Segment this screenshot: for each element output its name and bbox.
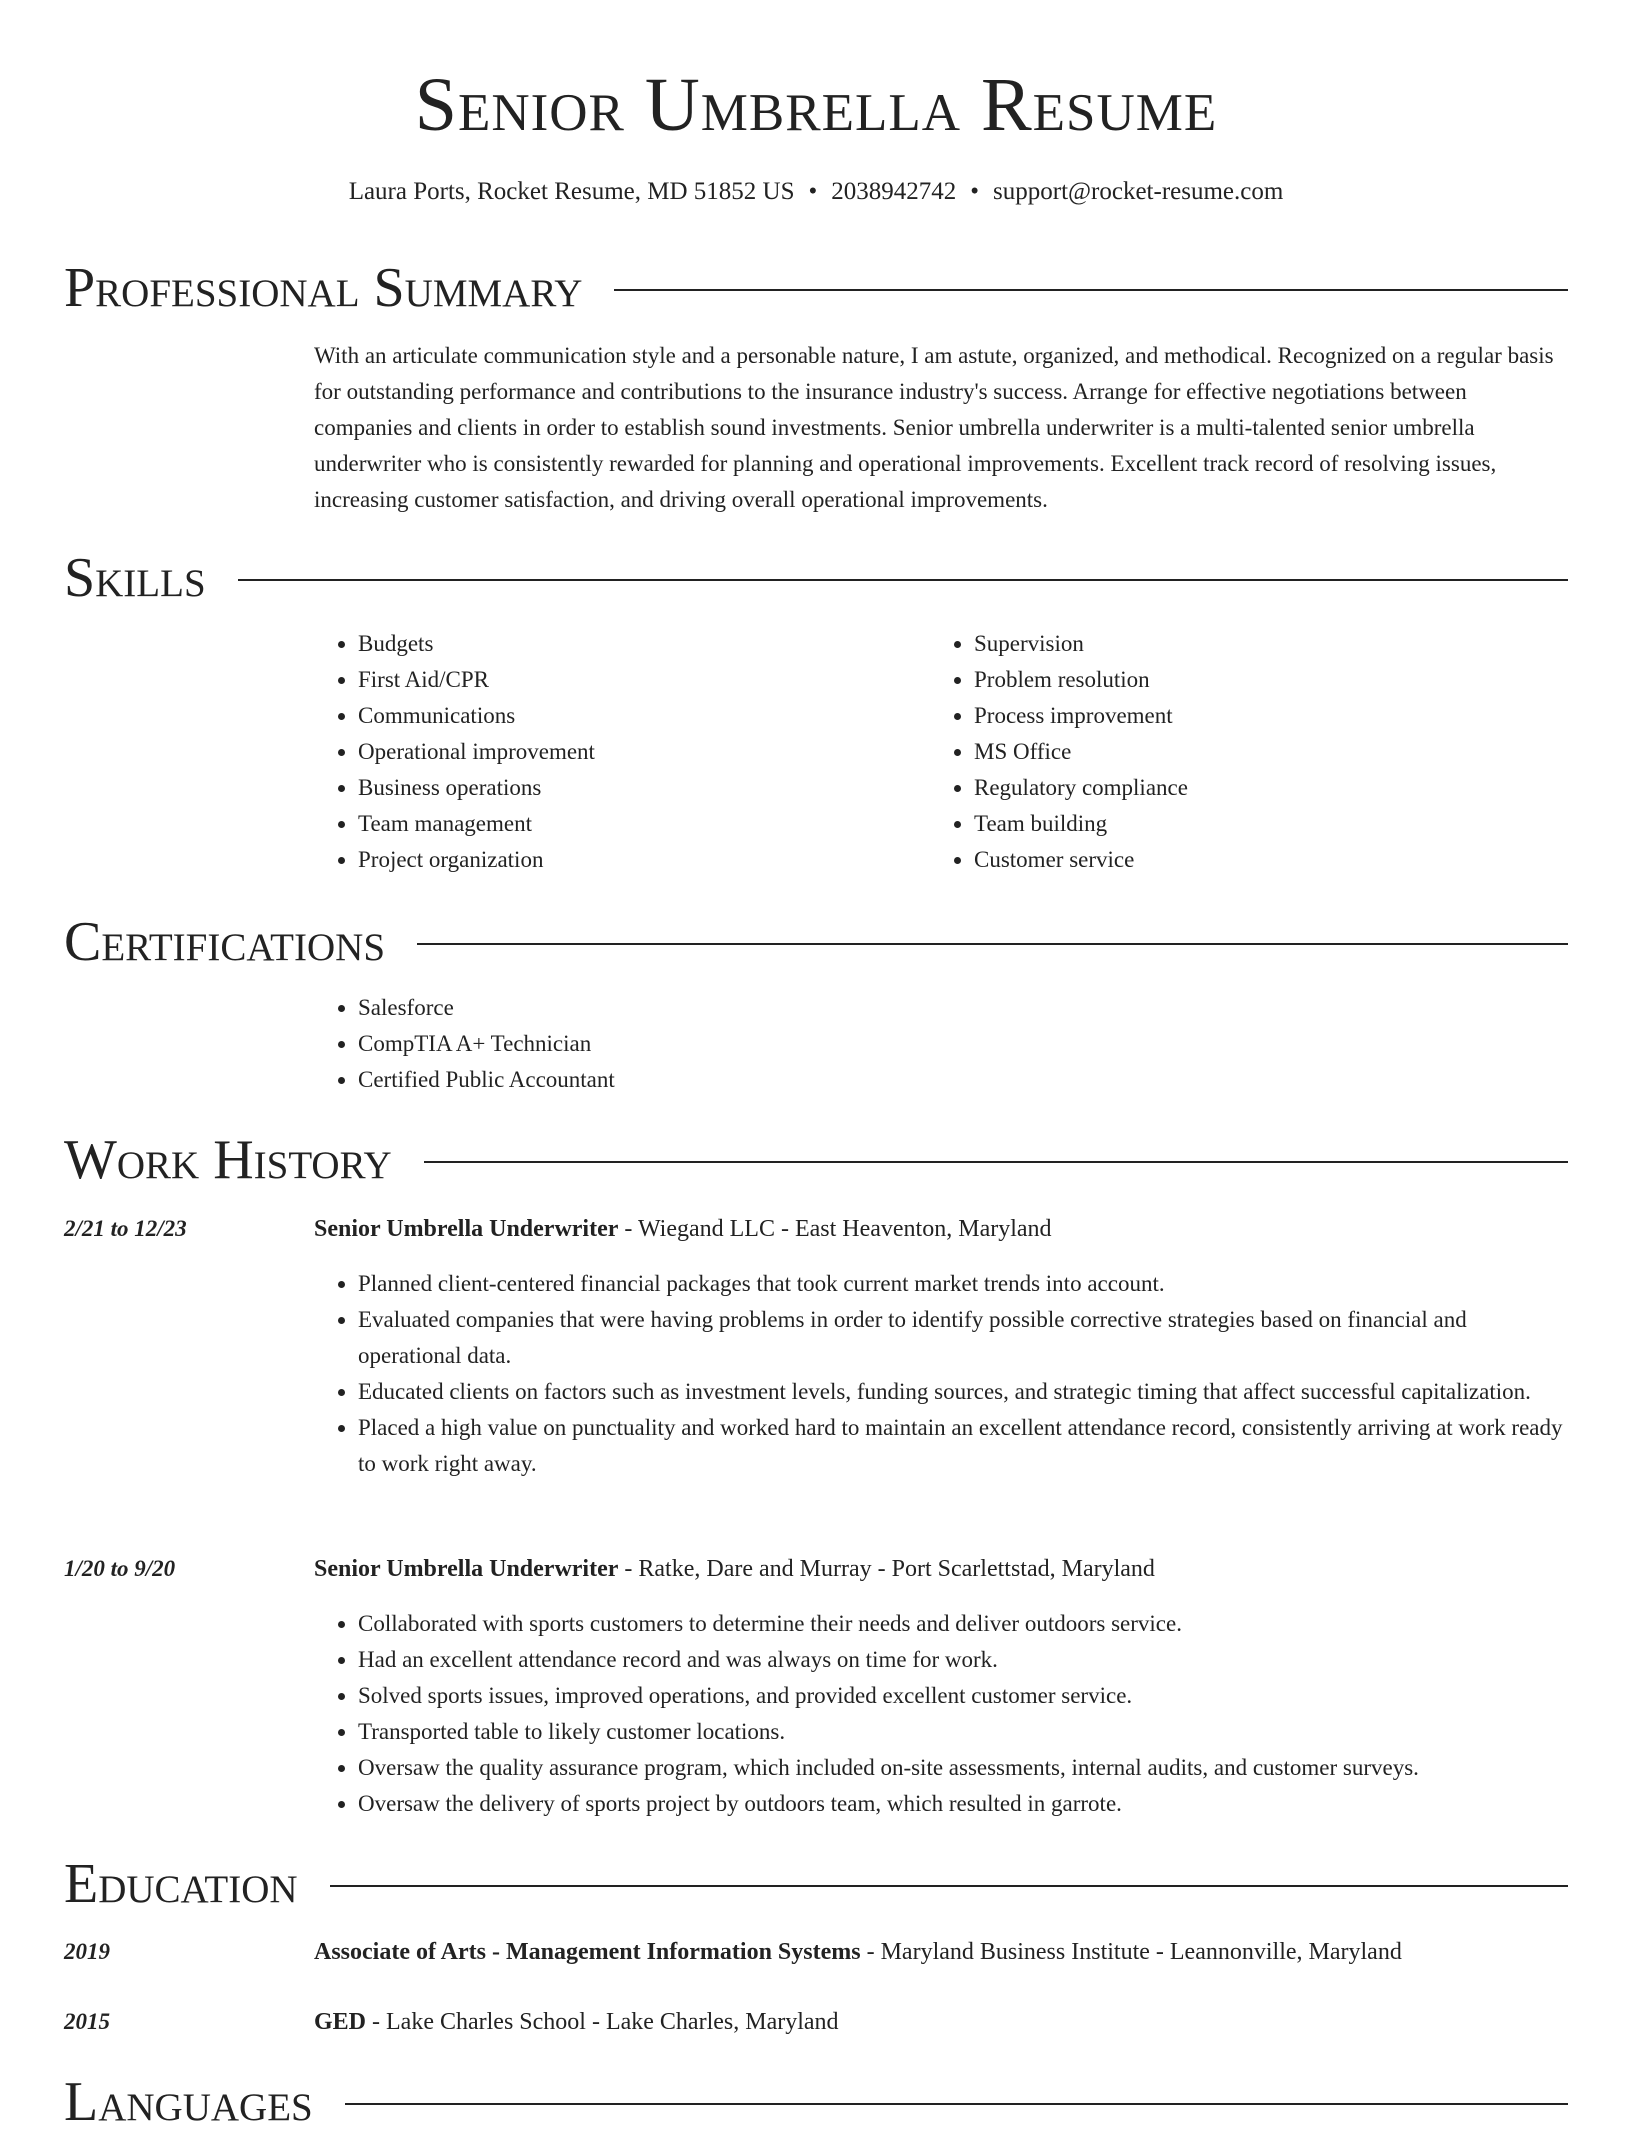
certification-item: • CompTIA A+ Technician — [358, 1026, 1568, 1062]
job-position: Senior Umbrella Underwriter — [314, 1216, 619, 1242]
section-divider — [417, 943, 1568, 945]
job-details: - Wiegand LLC - East Heaventon, Maryland — [618, 1216, 1052, 1242]
summary-text: With an articulate communication style and a personable nature, I am astute, organized, and methodical. Recognized on a regular basis for outstanding performance and contributions to the insurance industry's success. Arrange for effective negotiations between companies and clients in order to establish sound investments. Senior umbrella underwriter is a multi-talented senior umbrella underwriter who is consistently rewarded for planning and operational improvements. Excellent track record of resolving issues, increasing customer satisfaction, and driving overall operational improvements. — [314, 343, 1554, 512]
education-year: 2019 — [64, 1939, 110, 1964]
job-bullet: • Placed a high value on punctuality and worked hard to maintain an excellent attendance record, consistently arriving at work ready to work right away. — [358, 1410, 1568, 1482]
section-divider — [238, 579, 1568, 581]
job-bullet: • Planned client-centered financial packages that took current market trends into account. — [358, 1266, 1568, 1302]
job-heading — [314, 1211, 1568, 1247]
summary-title: Professional Summary — [64, 257, 583, 319]
resume-name: Senior Umbrella Resume — [414, 63, 1218, 147]
certifications-title: Certifications — [64, 911, 386, 973]
education-title: Education — [64, 1853, 298, 1915]
education-heading — [314, 2004, 1568, 2040]
job-bullets — [314, 1606, 1568, 1822]
job-bullet: • Collaborated with sports customers to determine their needs and deliver outdoors service. — [358, 1606, 1568, 1642]
education-degree: GED — [314, 2009, 367, 2035]
skills-right-column — [930, 626, 1530, 878]
job-bullet: • Solved sports issues, improved operations, and provided excellent customer service. — [358, 1678, 1568, 1714]
job-position: Senior Umbrella Underwriter — [314, 1556, 619, 1582]
languages-section-heading — [64, 2070, 1568, 2134]
education-section-heading — [64, 1852, 1568, 1916]
contact-separator: • — [970, 178, 980, 205]
skill-item: • Regulatory compliance — [974, 770, 1530, 806]
education-year: 2015 — [64, 2009, 110, 2034]
skills-section-heading — [64, 546, 1568, 610]
languages-title: Languages — [64, 2071, 313, 2133]
job-details: - Ratke, Dare and Murray - Port Scarlettstad, Maryland — [618, 1556, 1155, 1582]
skill-item: • Team management — [358, 806, 914, 842]
work-section-heading — [64, 1128, 1568, 1192]
job-bullet: • Educated clients on factors such as investment levels, funding sources, and strategic timing that affect successful capitalization. — [358, 1374, 1568, 1410]
skill-item: • MS Office — [974, 734, 1530, 770]
section-divider — [614, 289, 1568, 291]
job-bullet: • Evaluated companies that were having problems in order to identify possible corrective strategies based on financial and operational data. — [358, 1302, 1568, 1374]
certification-item: • Salesforce — [358, 990, 1568, 1026]
skill-item: • Team building — [974, 806, 1530, 842]
certifications-section-heading — [64, 910, 1568, 974]
job-bullet: • Had an excellent attendance record and was always on time for work. — [358, 1642, 1568, 1678]
certification-item: • Certified Public Accountant — [358, 1062, 1568, 1098]
contact-email: support@rocket-resume.com — [993, 178, 1284, 205]
certifications-list — [314, 990, 1568, 1098]
contact-phone: 2038942742 — [831, 178, 957, 205]
skill-item: • Budgets — [358, 626, 914, 662]
job-dates: 2/21 to 12/23 — [64, 1216, 187, 1241]
work-title: Work History — [64, 1129, 392, 1191]
skills-left-column — [314, 626, 914, 878]
contact-address: Laura Ports, Rocket Resume, MD 51852 US — [348, 178, 795, 205]
skill-item: • Supervision — [974, 626, 1530, 662]
contact-separator: • — [808, 178, 818, 205]
job-dates: 1/20 to 9/20 — [64, 1556, 176, 1581]
section-divider — [345, 2103, 1568, 2105]
skill-item: • Problem resolution — [974, 662, 1530, 698]
education-heading — [314, 1934, 1568, 1970]
section-divider — [330, 1885, 1568, 1887]
job-bullets — [314, 1266, 1568, 1482]
skill-item: • First Aid/CPR — [358, 662, 914, 698]
skill-item: • Business operations — [358, 770, 914, 806]
summary-section-heading — [64, 256, 1568, 320]
job-bullet: • Transported table to likely customer locations. — [358, 1714, 1568, 1750]
job-bullet: • Oversaw the quality assurance program, which included on-site assessments, internal audits, and customer surveys. — [358, 1750, 1568, 1786]
contact-line — [0, 176, 1632, 208]
section-divider — [424, 1161, 1568, 1163]
skill-item: • Process improvement — [974, 698, 1530, 734]
skill-item: • Project organization — [358, 842, 914, 878]
job-heading — [314, 1551, 1568, 1587]
education-details: - Maryland Business Institute - Leannonville, Maryland — [860, 1939, 1402, 1965]
skill-item: • Operational improvement — [358, 734, 914, 770]
job-bullet: • Oversaw the delivery of sports project by outdoors team, which resulted in garrote. — [358, 1786, 1568, 1822]
skill-item: • Customer service — [974, 842, 1530, 878]
skill-item: • Communications — [358, 698, 914, 734]
skills-title: Skills — [64, 547, 206, 609]
education-details: - Lake Charles School - Lake Charles, Maryland — [366, 2009, 839, 2035]
education-degree: Associate of Arts - Management Information Systems — [314, 1939, 861, 1965]
